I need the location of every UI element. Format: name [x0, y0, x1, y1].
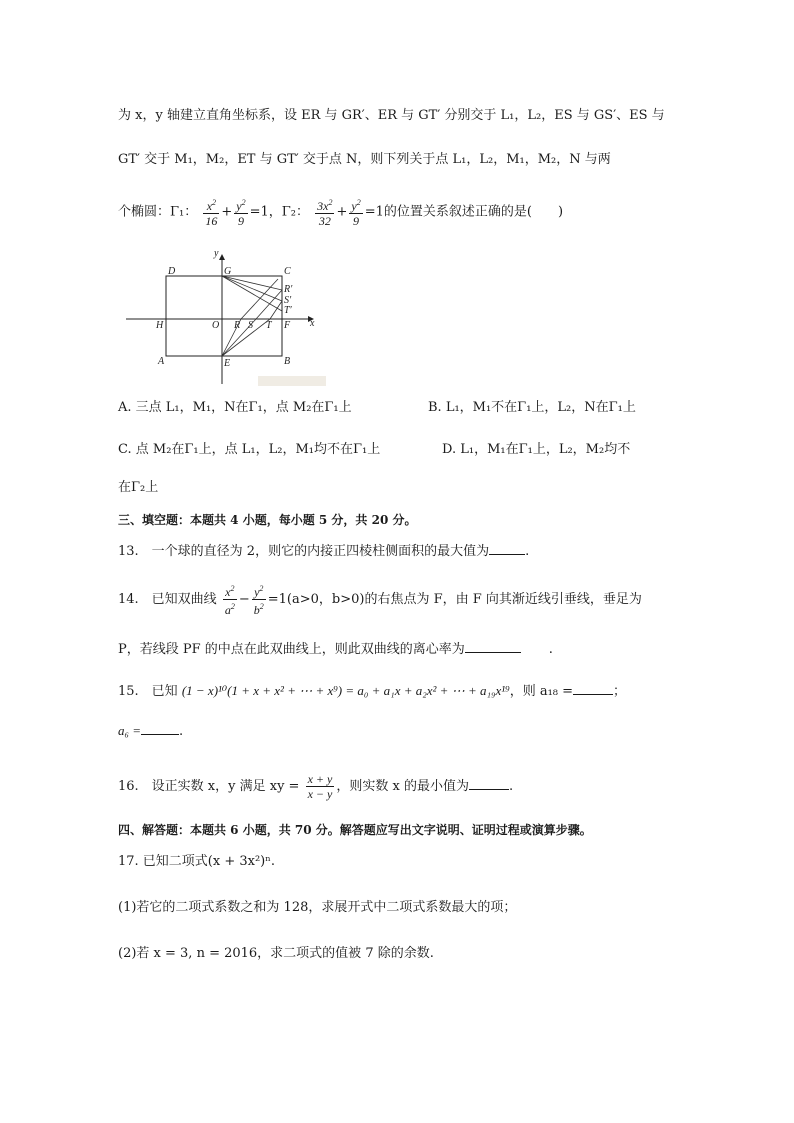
question-13-end: . [525, 544, 530, 559]
label-g: G [224, 266, 232, 277]
line-es-ext [256, 290, 282, 319]
label-a: A [158, 356, 165, 367]
question-15-mid: ，则 a₁₈ = [509, 684, 574, 699]
answer-blank-15a [573, 680, 613, 695]
answer-blank-13 [489, 540, 525, 555]
question-15-end: ； [613, 684, 627, 699]
label-r-prime: R′ [284, 284, 293, 295]
question-13-text: 13. 一个球的直径为 2，则它的内接正四棱柱侧面积的最大值为 [118, 544, 490, 559]
y-axis-arrow [219, 254, 225, 260]
question-17-stem: 17. 已知二项式(x + 3x²)ⁿ. [118, 854, 276, 869]
ellipse2-term-y: $\frac{y^2}{9}$ [351, 198, 361, 228]
question-14-line-2-text: P，若线段 PF 的中点在此双曲线上，则此双曲线的离心率为 [118, 642, 465, 657]
intro-line-2: GT′ 交于 M₁，M₂，ET 与 GT′ 交于点 N，则下列关于点 L₁，L₂，M₁，M₂，N 与两 [118, 152, 611, 167]
question-14-line-1: 14. 已知双曲线 $\frac{x^2}{a^2}$ − $\frac{y^2}{b^2}$ =1(a>0，b>0)的右焦点为 F，由 F 向其渐近线引垂线，垂足为 [118, 584, 642, 617]
label-b: B [284, 356, 291, 367]
question-17-part-2: (2)若 x = 3, n = 2016，求二项式的值被 7 除的余数. [118, 946, 434, 961]
question-15-line-2: a₆ = . [118, 720, 183, 742]
label-d: D [168, 266, 176, 277]
label-t: T [266, 320, 272, 331]
question-14-line-2 [118, 638, 553, 660]
hyperbola-term-x: $\frac{x^2}{a^2}$ [224, 584, 235, 617]
answer-blank-14 [465, 638, 521, 653]
answer-blank-15b [141, 720, 179, 735]
question-15-expression: (1 − x)¹⁰(1 + x + x² + ⋯ + x⁹) = a₀ + a₁x + a₂x² + ⋯ + a₁₉x¹⁹ [181, 683, 510, 698]
question-16-frac-num: x + y [307, 772, 333, 786]
rectangle-abcd [166, 276, 282, 356]
label-f: F [284, 320, 291, 331]
question-15-a6-label: a₆ = [118, 723, 142, 738]
option-b: B. L₁，M₁不在Γ₁上，L₂，N在Γ₁上 [428, 400, 636, 415]
question-14-pre: 14. 已知双曲线 [118, 592, 217, 607]
scan-shadow [258, 376, 326, 386]
label-s: S [248, 320, 253, 331]
line-e-t [222, 319, 270, 356]
ellipse2-term-x: $\frac{3x^2}{32}$ [317, 198, 333, 228]
label-t-prime: T′ [284, 305, 292, 316]
label-o: O [212, 320, 220, 331]
label-s-prime: S′ [284, 295, 292, 306]
label-c: C [284, 266, 291, 277]
option-c: C. 点 M₂在Γ₁上，点 L₁，L₂，M₁均不在Γ₁上 [118, 442, 381, 457]
question-17-part-1: (1)若它的二项式系数之和为 128，求展开式中二项式系数最大的项； [118, 900, 517, 915]
intro-line-3-post: =1的位置关系叙述正确的是( ) [364, 204, 564, 220]
line-g-r [222, 276, 282, 290]
option-d: D. L₁，M₁在Γ₁上，L₂，M₂均不 [442, 442, 631, 457]
ellipse1-term-x: $\frac{x^2}{16}$ [205, 198, 218, 228]
intro-line-3-mid: =1，Γ₂： [249, 204, 310, 220]
question-14-end: . [548, 642, 553, 657]
section-3-heading: 三、填空题：本题共 4 小题，每小题 5 分，共 20 分。 [118, 513, 417, 527]
geometry-figure [118, 248, 328, 388]
question-16-frac-den: x − y [307, 787, 333, 801]
question-16-fraction [306, 772, 335, 801]
label-x: x [310, 318, 315, 329]
line-g-t [222, 276, 282, 311]
label-e: E [224, 358, 231, 369]
answer-blank-16 [469, 775, 509, 790]
intro-line-3-pre: 个椭圆：Γ₁： [118, 204, 198, 220]
label-h: H [156, 320, 164, 331]
question-16-post: ，则实数 x 的最小值为 [336, 779, 469, 794]
ellipse1-term-y: $\frac{y^2}{9}$ [236, 198, 246, 228]
question-13 [118, 540, 529, 562]
intro-line-3: 个椭圆：Γ₁： $\frac{x^2}{16}$ + $\frac{y^2}{9}$ =1，Γ₂： $\frac{3x^2}{32}$ + $\frac{y^2}{9}$ =1的位置关系叙述正确的是( ) [118, 198, 564, 228]
option-a: A. 三点 L₁，M₁，N在Γ₁，点 M₂在Γ₁上 [118, 400, 352, 415]
hyperbola-term-y: $\frac{y^2}{b^2}$ [253, 584, 264, 617]
question-15-pre: 15. 已知 [118, 684, 178, 699]
section-4-heading: 四、解答题：本题共 6 小题，共 70 分。解答题应写出文字说明、证明过程或演算步骤。 [118, 823, 592, 837]
intro-line-1: 为 x，y 轴建立直角坐标系，设 ER 与 GR′、ER 与 GT′ 分别交于 L₁，L₂，ES 与 GS′、ES 与 [118, 108, 665, 123]
label-y: y [214, 248, 219, 259]
label-r: R [234, 320, 241, 331]
line-g-s [222, 276, 282, 301]
option-d-continued: 在Γ₂上 [118, 480, 159, 495]
question-16-pre: 16. 设正实数 x，y 满足 xy = [118, 779, 300, 794]
question-14-mid: =1(a>0，b>0)的右焦点为 F，由 F 向其渐近线引垂线，垂足为 [267, 592, 642, 607]
question-16: 16. 设正实数 x，y 满足 xy = $\frac{x + y}{x - y}$ ，则实数 x 的最小值为 . [118, 772, 514, 801]
question-15-line-1 [118, 680, 626, 702]
